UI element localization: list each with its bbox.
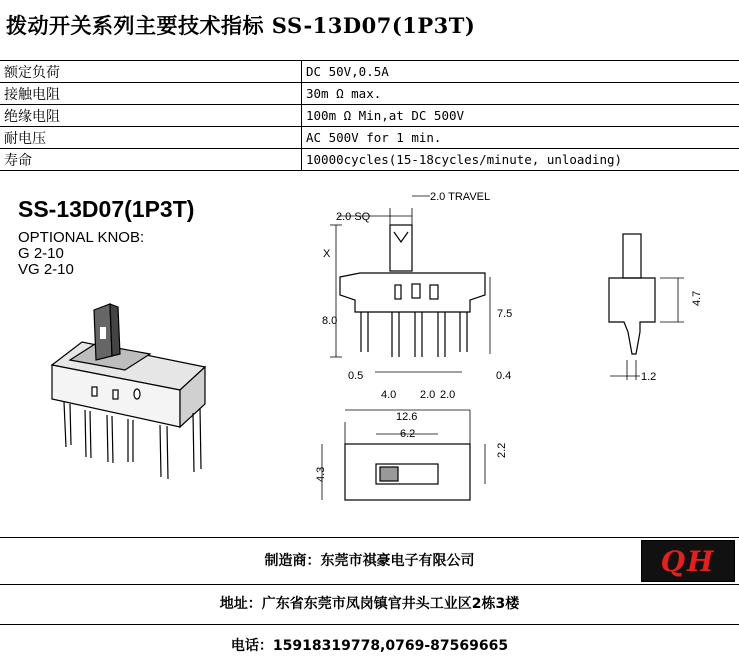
technical-drawing [0, 182, 739, 537]
spec-label: 耐电压 [0, 127, 302, 149]
dim-h22: 2.2 [496, 442, 508, 458]
spec-value: 100m Ω Min,at DC 500V [302, 105, 739, 127]
dim-w62: 6.2 [400, 428, 416, 440]
table-row [0, 127, 739, 149]
dim-h75: 7.5 [497, 308, 513, 320]
table-row [0, 105, 739, 127]
front-view [330, 196, 490, 434]
dim-h43: 4.3 [315, 466, 327, 482]
spec-label: 额定负荷 [0, 61, 302, 83]
table-row [0, 83, 739, 105]
knob-title: OPTIONAL KNOB: [18, 229, 145, 246]
dim-d04: 0.4 [496, 370, 512, 382]
dim-d40: 4.0 [381, 389, 397, 401]
spec-table [0, 60, 739, 171]
company-logo [641, 540, 735, 582]
dim-d12: 1.2 [641, 371, 657, 383]
spec-label: 绝缘电阻 [0, 105, 302, 127]
logo-text: QH [660, 544, 716, 578]
dim-travel: 2.0 TRAVEL [430, 191, 491, 203]
knob-g: G 2-10 [18, 245, 64, 262]
dim-d20a: 2.0 [420, 389, 436, 401]
spec-value: 10000cycles(15-18cycles/minute, unloading) [302, 149, 739, 171]
dim-w126: 12.6 [396, 411, 418, 423]
address-line: 地址：广东省东莞市凤岗镇官井头工业区2栋3楼 [0, 584, 739, 625]
model-heading: SS-13D07(1P3T) [18, 196, 195, 222]
dim-sq: 2.0 SQ [336, 211, 371, 223]
dim-x: X [323, 248, 331, 260]
spec-label: 接触电阻 [0, 83, 302, 105]
dim-d20b: 2.0 [440, 389, 456, 401]
side-view [609, 234, 684, 380]
table-row [0, 61, 739, 83]
manufacturer-line: 制造商：东莞市祺豪电子有限公司 [0, 537, 739, 585]
phone-line: 电话：15918319778,0769-87569665 [230, 638, 509, 654]
side-view-labels [641, 291, 703, 383]
top-view [322, 410, 485, 500]
spec-value: AC 500V for 1 min. [302, 127, 739, 149]
table-row [0, 149, 739, 171]
spec-value: DC 50V,0.5A [302, 61, 739, 83]
knob-vg: VG 2-10 [18, 261, 74, 278]
switch-illustration [52, 304, 205, 479]
dim-d05: 0.5 [348, 370, 364, 382]
top-view-labels [315, 443, 508, 482]
dim-h8: 8.0 [322, 315, 338, 327]
front-view-labels [322, 191, 512, 440]
page-title: 拨动开关系列主要技术指标 SS-13D07(1P3T) [6, 13, 476, 38]
dim-h47: 4.7 [691, 290, 703, 306]
spec-label: 寿命 [0, 149, 302, 171]
spec-value: 30m Ω max. [302, 83, 739, 105]
